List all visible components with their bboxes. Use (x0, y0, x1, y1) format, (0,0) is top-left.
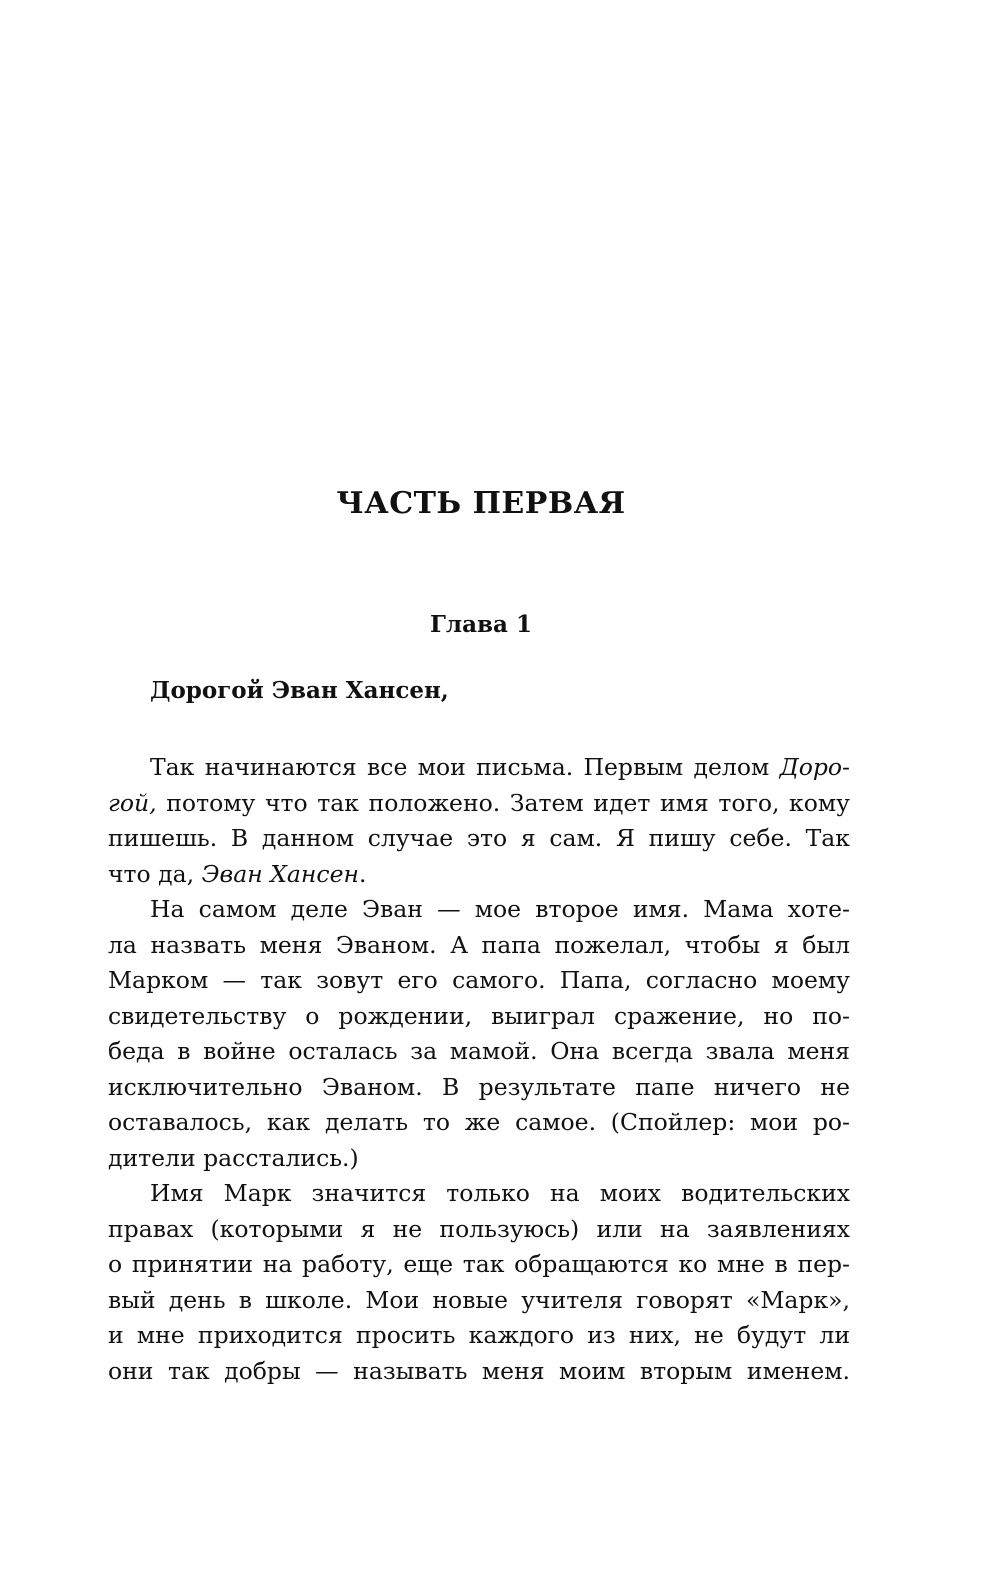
chapter-title: Глава 1 (430, 611, 532, 638)
text-line: они так добры — называть меня моим вторым именем. (108, 1356, 850, 1385)
text-line: пишешь. В данном случае это я сам. Я пишу себе. Так (108, 824, 850, 852)
text-line: вый день в школе. Мои новые учителя говорят «Марк», (108, 1285, 850, 1314)
text-line: свидетельству о рождении, выиграл сражение, но по- (108, 1001, 850, 1030)
letter-salutation: Дорогой Эван Хансен, (150, 677, 449, 704)
text-line: оставалось, как делать то же самое. (Спойлер: мои ро- (108, 1108, 850, 1136)
text-line: ла назвать меня Эваном. А папа пожелал, чтобы я был (108, 930, 850, 959)
text-line: Имя Марк значится только на моих водительских (150, 1179, 850, 1207)
text-line: что да, Эван Хансен. (108, 859, 367, 888)
body-text (108, 750, 850, 1389)
text-line: Марком — так зовут его самого. Папа, согласно моему (108, 966, 850, 994)
text-line: дители расстались.) (108, 1143, 359, 1172)
text-line: гой, потому что так положено. Затем идет имя того, кому (108, 788, 850, 817)
text-line: о принятии на работу, еще так обращаются ко мне в пер- (108, 1250, 850, 1278)
text-line: и мне приходится просить каждого из них, не будут ли (108, 1321, 850, 1349)
text-line: исключительно Эваном. В результате папе ничего не (108, 1072, 850, 1101)
text-line: правах (которыми я не пользуюсь) или на заявлениях (108, 1214, 850, 1243)
text-line: Так начинаются все мои письма. Первым делом Доро- (150, 753, 850, 781)
text-line: На самом деле Эван — мое второе имя. Мама хоте- (150, 895, 850, 923)
part-title: ЧАСТЬ ПЕРВАЯ (336, 486, 626, 521)
text-line: беда в войне осталась за мамой. Она всегда звала меня (108, 1037, 850, 1065)
